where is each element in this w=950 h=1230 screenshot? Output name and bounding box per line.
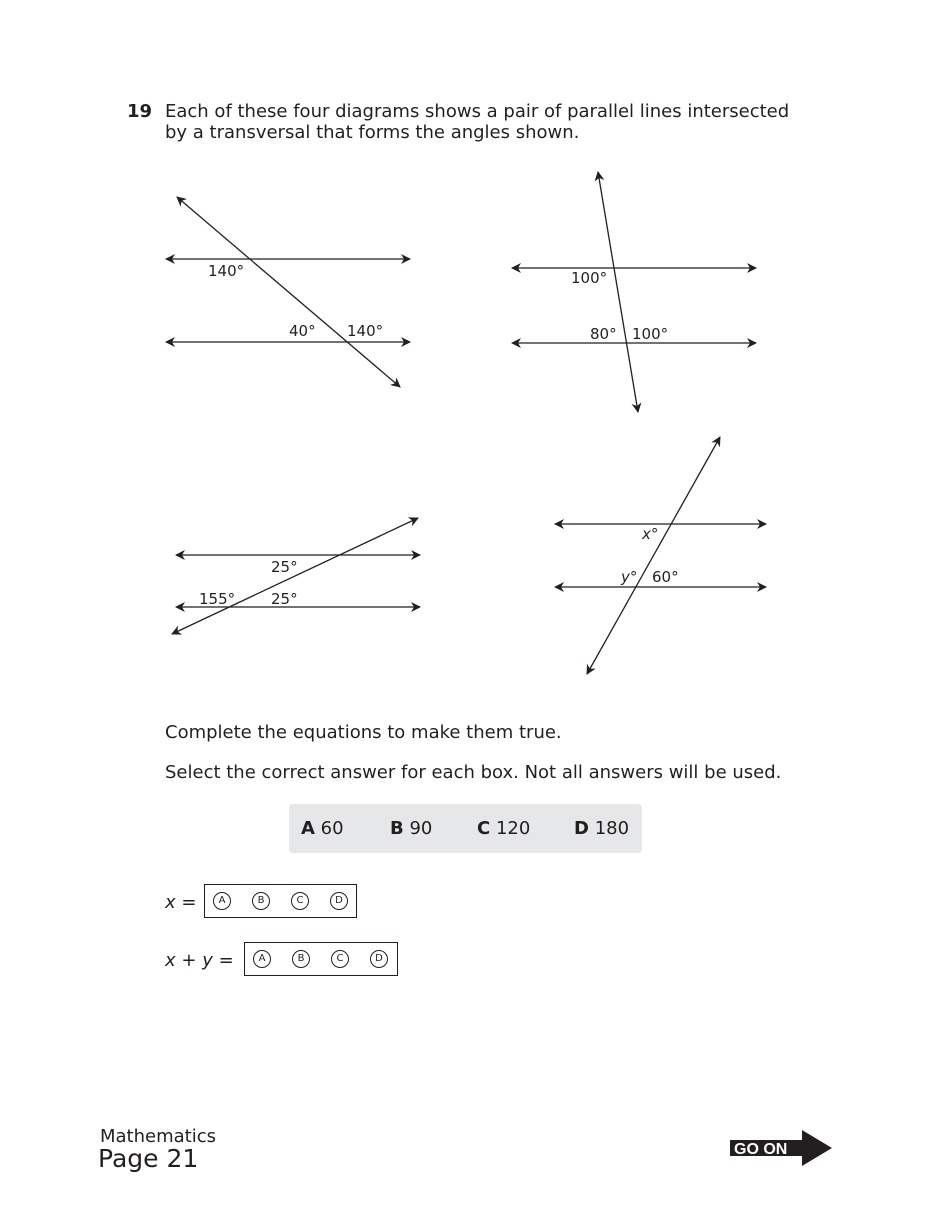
degree-sign: °	[629, 568, 638, 586]
question-line: by a transversal that forms the angles shown.	[165, 122, 580, 143]
choice-a	[301, 818, 344, 839]
angle-label: 140°	[347, 322, 384, 340]
angle-label-x	[641, 525, 658, 543]
equals-sign: =	[218, 950, 234, 971]
equation-x-plus-y-label	[165, 950, 234, 971]
footer-subject: Mathematics	[100, 1126, 216, 1147]
angle-label: 100°	[632, 325, 669, 343]
angle-label: 40°	[289, 322, 316, 340]
variable-y: y	[202, 950, 213, 971]
transversal	[587, 437, 720, 674]
bubble-d[interactable]: D	[370, 950, 388, 968]
choice-b	[390, 818, 432, 839]
transversal	[598, 172, 638, 412]
choice-value: 60	[320, 818, 344, 839]
choice-letter: A	[301, 818, 315, 839]
angle-label: 60°	[652, 568, 679, 586]
transversal	[177, 197, 400, 387]
instruction-select: Select the correct answer for each box. Not all answers will be used.	[165, 762, 782, 783]
angle-label: 155°	[199, 590, 236, 608]
angle-label: 25°	[271, 558, 298, 576]
plus-sign: +	[181, 950, 197, 971]
choice-d	[574, 818, 629, 839]
equation-x-label	[165, 892, 196, 913]
bubble-a[interactable]: A	[253, 950, 271, 968]
variable-y: y	[621, 568, 630, 586]
angle-label: 25°	[271, 590, 298, 608]
variable-x: x	[165, 892, 176, 913]
go-on-text: GO ON	[734, 1141, 788, 1158]
page-number: Page 21	[98, 1144, 199, 1173]
variable-x: x	[165, 950, 176, 971]
choice-c	[477, 818, 530, 839]
angle-label: 140°	[208, 262, 245, 280]
question-line: Each of these four diagrams shows a pair of parallel lines intersected	[165, 101, 790, 122]
equals-sign: =	[181, 892, 197, 913]
angle-label-y	[620, 568, 637, 586]
bubble-a[interactable]: A	[213, 892, 231, 910]
choice-letter: C	[477, 818, 491, 839]
bubble-c[interactable]: C	[331, 950, 349, 968]
bubble-c[interactable]: C	[291, 892, 309, 910]
bubble-b[interactable]: B	[252, 892, 270, 910]
answer-box-x-plus-y	[244, 942, 398, 976]
variable-x: x	[642, 525, 651, 543]
choice-value: 180	[594, 818, 630, 839]
angle-label: 80°	[590, 325, 617, 343]
choice-letter: D	[574, 818, 589, 839]
choice-letter: B	[390, 818, 404, 839]
transversal	[172, 518, 418, 634]
choice-value: 120	[495, 818, 531, 839]
answer-choices	[289, 804, 642, 853]
question-number: 19	[127, 101, 153, 122]
degree-sign: °	[650, 525, 659, 543]
answer-box-x	[204, 884, 357, 918]
bubble-d[interactable]: D	[330, 892, 348, 910]
instruction-complete: Complete the equations to make them true.	[165, 722, 562, 743]
bubble-b[interactable]: B	[292, 950, 310, 968]
go-on-arrow-icon	[730, 1130, 834, 1166]
angle-label: 100°	[571, 269, 608, 287]
choice-value: 90	[409, 818, 433, 839]
